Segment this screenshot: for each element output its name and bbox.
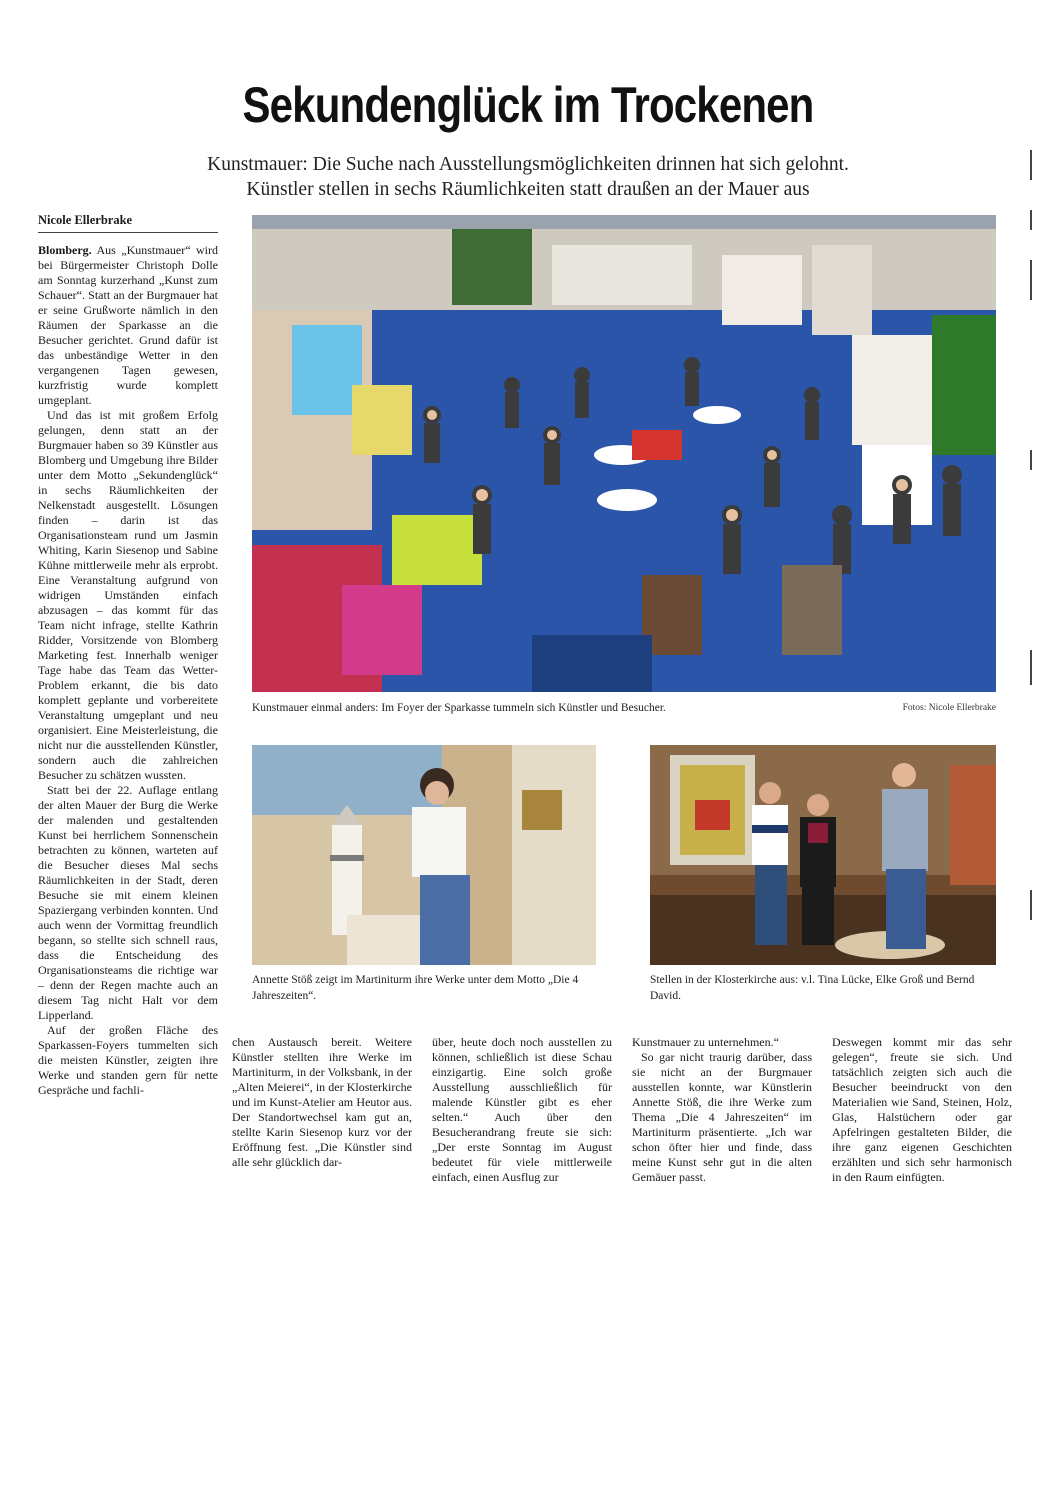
column-4-text-1: Kunstmauer zu unternehmen.“ (632, 1035, 779, 1049)
klosterkirche-illustration (650, 745, 996, 965)
main-photo-caption: Kunstmauer einmal anders: Im Foyer der Sparkasse tummeln sich Künstler und Besucher. (252, 702, 666, 714)
column-2-text: chen Austausch bereit. Weitere Künstler stellten ihre Werke im Martiniturm, in der Volksbank, in der „Alten Meierei“, in der Klosterkirche und im Kunst-Atelier am Heutor aus. Der Standortwechsel kam gut an, stellte Karin Siesenop kurz vor der Eröffnung fest. „Die Künstler sind alle sehr glücklich dar- (232, 1035, 412, 1169)
subheadline-line-2: Künstler stellen in sechs Räumlichkeiten statt draußen an der Mauer aus (246, 179, 810, 200)
headline: Sekundenglück im Trockenen (242, 77, 814, 133)
photo-martiniturm (252, 745, 596, 965)
main-photo-foyer (252, 215, 996, 692)
paragraph-3: Statt bei der 22. Auflage entlang der alten Mauer der Burg die Werke der malenden und gestaltenden Kunst bei herrlichem Sonnenschein betrachten zu können, warteten auf die Besucher dieses Mal sechs Räumlichkeiten in der Stadt, deren Besuche sie mit einem kleinen Spaziergang verbinden konnten. Und auch wenn der Vormittag freundlich begann, so stellte sich schnell raus, dass die Entscheidung des Organisationsteams die richtige war – denn der Regen machte auch an diesem Tag nicht Halt vor dem Lipperland. (38, 783, 218, 1022)
column-3-text: über, heute doch noch ausstellen zu können, schließlich ist diese Schau einzigartig. Eine solch große Ausstellung ausschließlich für malende Künstler gibt es eher selten.“ Auch über den Besucherandrang freute sie sich: „Der erste Sonntag im August bedeutet für viele mittlerweile einfach, einen Ausflug zur (432, 1035, 612, 1184)
article-column-2 (232, 1035, 412, 1170)
foyer-illustration (252, 215, 996, 692)
martiniturm-caption: Annette Stöß zeigt im Martiniturm ihre Werke unter dem Motto „Die 4 Jahreszeiten“. (252, 974, 579, 1002)
subheadline-line-1: Kunstmauer: Die Suche nach Ausstellungsmöglichkeiten drinnen hat sich gelohnt. (207, 154, 849, 175)
klosterkirche-caption: Stellen in der Klosterkirche aus: v.l. Tina Lücke, Elke Groß und Bernd David. (650, 974, 975, 1002)
subheadline (0, 152, 1056, 202)
paragraph-2: Und das ist mit großem Erfolg gelungen, denn statt an der Burgmauer haben so 39 Künstler aus Blomberg und Umgebung ihre Bilder unter dem Motto „Sekundenglück“ in sechs Räumlichkeiten der Nelkenstadt ausgestellt. Lösungen finden – darin ist das Organisationsteam rund um Jasmin Whiting, Karin Siesenop und Sabine Kühne mittlerweile mehr als erprobt. Eine Veranstaltung aufgrund von widrigen Umständen einfach abzusagen – das kommt für das Team nicht infrage, stellte Kathrin Ridder, Vorsitzende von Blomberg Marketing fest. Innerhalb weniger Tage habe das Team das Wetter-Problem erkannt, die bis dato komplett geplante und vorbereitete Veranstaltung umgeplant und neu organisiert. Eine Meisterleistung, die nicht nur die ausstellenden Künstler, sondern auch die zahlreichen Besucher zu schätzen wussten. (38, 408, 218, 782)
article-column-3 (432, 1035, 612, 1185)
column-4-text-2: So gar nicht traurig darüber, dass sie nicht an der Burgmauer ausstellen konnte, war Künstlerin Annette Stöß, die ihre Werke zum Thema „Die 4 Jahreszeiten“ im Martiniturm präsentierte. „Ich war schon öfter hier und finde, dass meine Kunst sehr gut in die alten Gemäuer passt. (632, 1050, 812, 1184)
article-column-5 (832, 1035, 1012, 1185)
photo-klosterkirche (650, 745, 996, 965)
paragraph-1-text: Aus „Kunstmauer“ wird bei Bürgermeister Christoph Dolle am Sonntag kurzerhand „Kunst zum Schauer“. Statt an der Burgmauer hat er seine Grußworte nämlich in den Räumen der Sparkasse an die Besucher gerichtet. Grund dafür ist das unbeständige Wetter in den vergangenen Tagen gewesen, kurzfristig wurde komplett umgeplant. (38, 243, 218, 407)
paragraph-1 (38, 243, 218, 408)
column-5-text: Deswegen kommt mir das sehr gelegen“, freute sie sich. Und tatsächlich zeigten sich auch die Besucher beeindruckt von den Materialien wie Sand, Steinen, Holz, Glas, Halstüchern oder gar Apfelringen gestalteten Bilder, die ihre ganz eigenen Geschichten erzählten und sich sehr harmonisch in den Raum einfügten. (832, 1035, 1012, 1184)
paragraph-4: Auf der großen Fläche des Sparkassen-Foyers tummelten sich die meisten Künstler, zeigten ihre Werke und standen gern für nette Gespräche und fachli- (38, 1023, 218, 1097)
article-column-4 (632, 1035, 812, 1185)
dateline: Blomberg. (38, 243, 92, 257)
photo-credit: Fotos: Nicole Ellerbrake (902, 703, 996, 713)
author-byline: Nicole Ellerbrake (38, 213, 218, 233)
article-column-1 (38, 243, 218, 1098)
martiniturm-illustration (252, 745, 596, 965)
scan-edge-marks (1030, 150, 1034, 950)
